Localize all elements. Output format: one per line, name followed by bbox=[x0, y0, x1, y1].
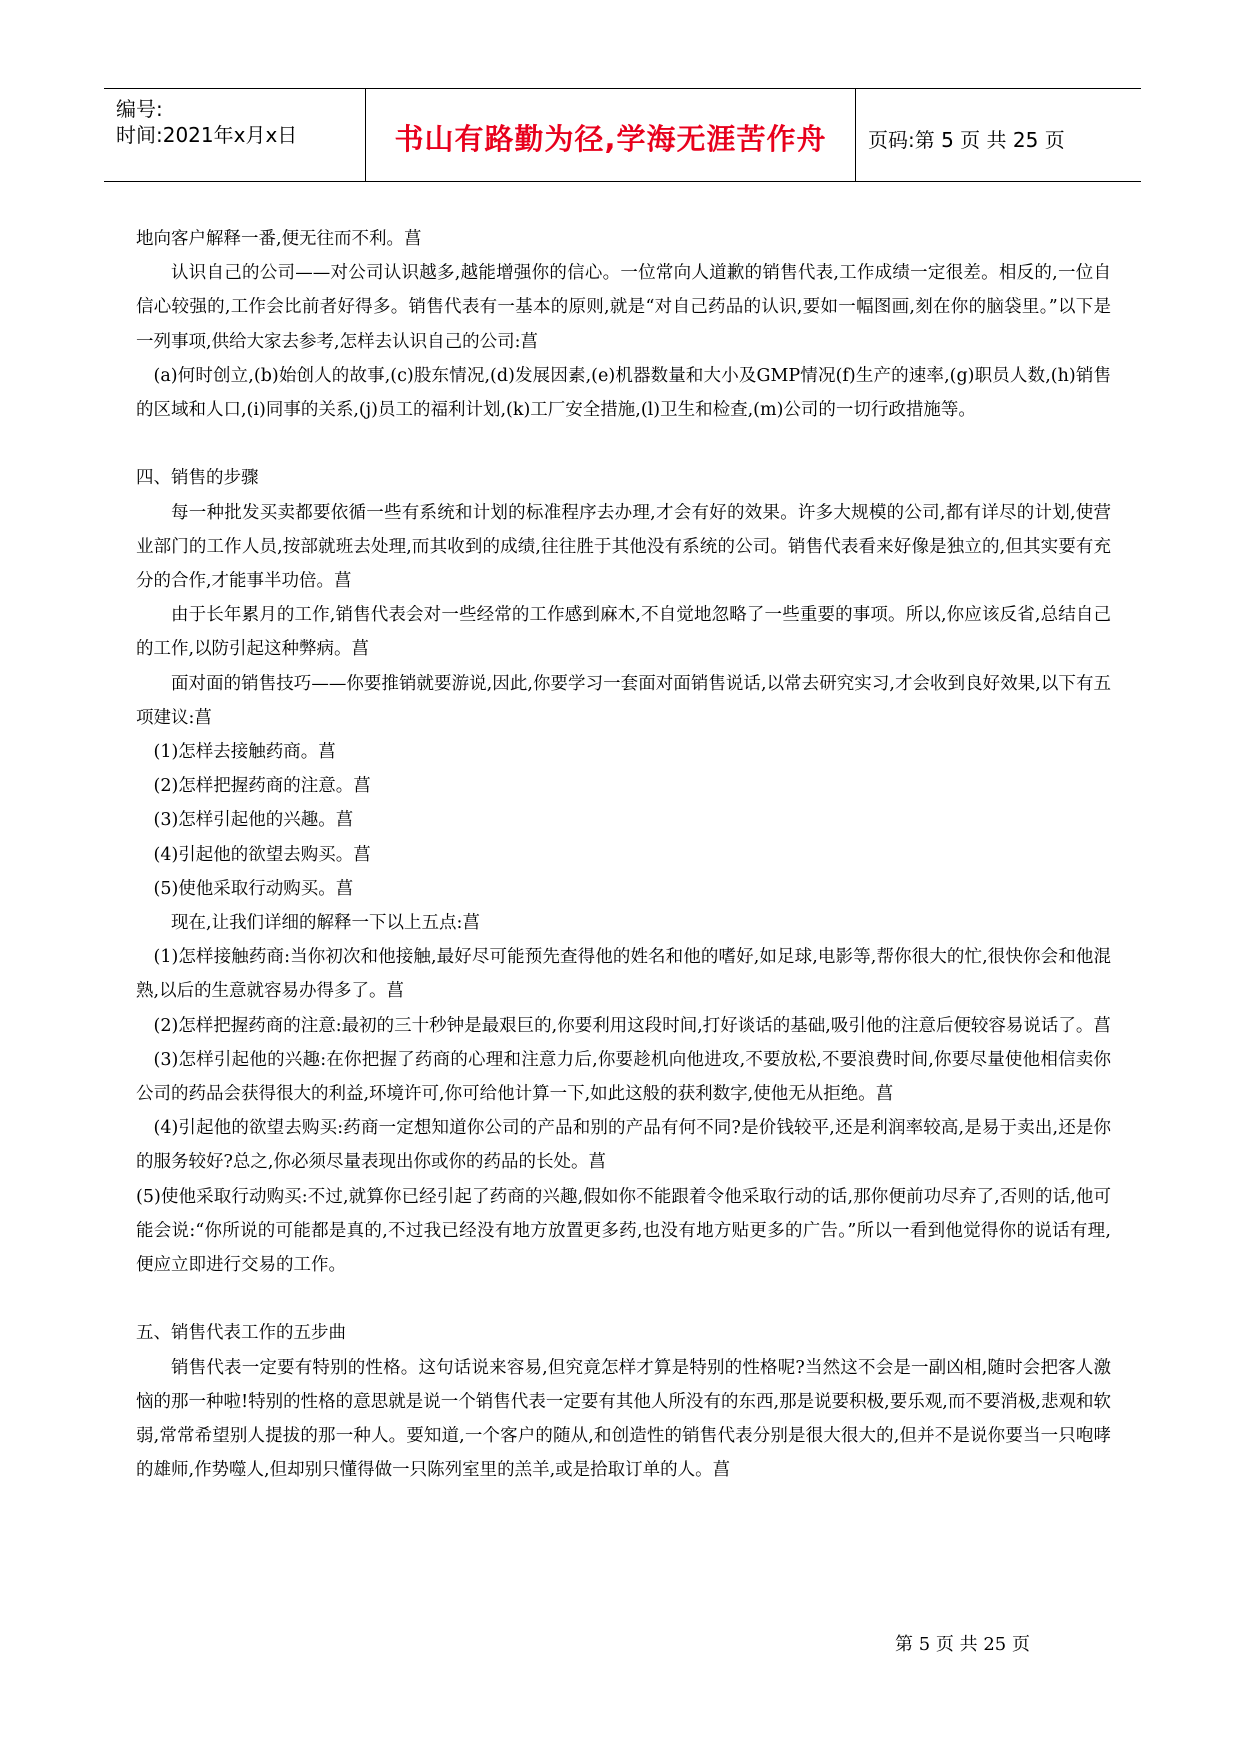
page-footer: 第 5 页 共 25 页 bbox=[895, 1634, 1030, 1655]
page-header bbox=[104, 88, 1141, 182]
paragraph: 销售代表一定要有特别的性格。这句话说来容易,但究竟怎样才算是特别的性格呢?当然这不会是一副凶相,随时会把客人激恼的那一种啦!特别的性格的意思就是说一个销售代表一定要有其他人所没有的东西,那是说要积极,要乐观,而不要消极,悲观和软弱,常常希望别人提拔的那一种人。要知道,一个客户的随从,和创造性的销售代表分别是很大很大的,但并不是说你要当一只咆哮的雄师,作势噬人,但却别只懂得做一只陈列室里的羔羊,或是拾取订单的人。菖 bbox=[136, 1357, 1111, 1481]
header-motto-cell bbox=[366, 89, 856, 181]
paragraph: 由于长年累月的工作,销售代表会对一些经常的工作感到麻木,不自觉地忽略了一些重要的事项。所以,你应该反省,总结自己的工作,以防引起这种弊病。菖 bbox=[136, 605, 1111, 660]
document-body bbox=[136, 222, 1111, 1487]
header-page-number: 页码:第 5 页 共 25 页 bbox=[868, 128, 1065, 152]
paragraph: (3)怎样引起他的兴趣:在你把握了药商的心理和注意力后,你要趁机向他进攻,不要放松,不要浪费时间,你要尽量使他相信卖你公司的药品会获得很大的利益,环境许可,你可给他计算一下,如此这般的获利数字,使他无从拒绝。菖 bbox=[136, 1049, 1111, 1105]
list-item: (4)引起他的欲望去购买。菖 bbox=[153, 844, 371, 865]
paragraph: 认识自己的公司——对公司认识越多,越能增强你的信心。一位常向人道歉的销售代表,工作成绩一定很差。相反的,一位自信心较强的,工作会比前者好得多。销售代表有一基本的原则,就是“对自己药品的认识,要如一幅图画,刻在你的脑袋里。”以下是一列事项,供给大家去参考,怎样去认识自己的公司:菖 bbox=[136, 263, 1111, 352]
paragraph: 现在,让我们详细的解释一下以上五点:菖 bbox=[171, 913, 480, 934]
header-motto: 书山有路勤为径,学海无涯苦作舟 bbox=[394, 122, 827, 156]
header-meta bbox=[104, 89, 366, 181]
paragraph: (2)怎样把握药商的注意:最初的三十秒钟是最艰巨的,你要利用这段时间,打好谈话的基础,吸引他的注意后便较容易说话了。菖 bbox=[153, 1015, 1111, 1036]
document-number-label: 编号: bbox=[116, 97, 163, 121]
header-page-cell bbox=[856, 89, 1141, 181]
paragraph: (1)怎样接触药商:当你初次和他接触,最好尽可能预先查得他的姓名和他的嗜好,如足球,电影等,帮你很大的忙,很快你会和他混熟,以后的生意就容易办得多了。菖 bbox=[136, 947, 1111, 1002]
section-heading: 四、销售的步骤 bbox=[136, 468, 259, 489]
list-item: (2)怎样把握药商的注意。菖 bbox=[153, 776, 371, 797]
blank-line bbox=[136, 1282, 1111, 1316]
paragraph: 每一种批发买卖都要依循一些有系统和计划的标准程序去办理,才会有好的效果。许多大规模的公司,都有详尽的计划,使营业部门的工作人员,按部就班去处理,而其收到的成绩,往往胜于其他没有系统的公司。销售代表看来好像是独立的,但其实要有充分的合作,才能事半功倍。菖 bbox=[136, 502, 1111, 592]
blank-line bbox=[136, 427, 1111, 461]
paragraph: (5)使他采取行动购买:不过,就算你已经引起了药商的兴趣,假如你不能跟着令他采取行动的话,那你便前功尽弃了,否则的话,他可能会说:“你所说的可能都是真的,不过我已经没有地方放置更多药,也没有地方贴更多的广告。”所以一看到他觉得你的说话有理,便应立即进行交易的工作。 bbox=[136, 1186, 1111, 1276]
paragraph: (4)引起他的欲望去购买:药商一定想知道你公司的产品和别的产品有何不同?是价钱较平,还是利润率较高,是易于卖出,还是你的服务较好?总之,你必须尽量表现出你或你的药品的长处。菖 bbox=[136, 1118, 1111, 1173]
list-item: (1)怎样去接触药商。菖 bbox=[153, 742, 336, 763]
document-time-label: 时间:2021年x月x日 bbox=[116, 123, 298, 147]
paragraph: 地向客户解释一番,便无往而不利。菖 bbox=[136, 229, 422, 249]
list-item: (3)怎样引起他的兴趣。菖 bbox=[153, 810, 354, 831]
list-item: (5)使他采取行动购买。菖 bbox=[153, 878, 354, 899]
paragraph: (a)何时创立,(b)始创人的故事,(c)股东情况,(d)发展因素,(e)机器数量和大小及GMP情况(f)生产的速率,(g)职员人数,(h)销售的区域和人口,(i)同事的关系,(j)员工的福利计划,(k)工厂安全措施,(l)卫生和检查,(m)公司的一切行政措施等。 bbox=[136, 365, 1111, 421]
section-heading: 五、销售代表工作的五步曲 bbox=[136, 1323, 346, 1344]
paragraph: 面对面的销售技巧——你要推销就要游说,因此,你要学习一套面对面销售说话,以常去研究实习,才会收到良好效果,以下有五项建议:菖 bbox=[136, 673, 1111, 728]
